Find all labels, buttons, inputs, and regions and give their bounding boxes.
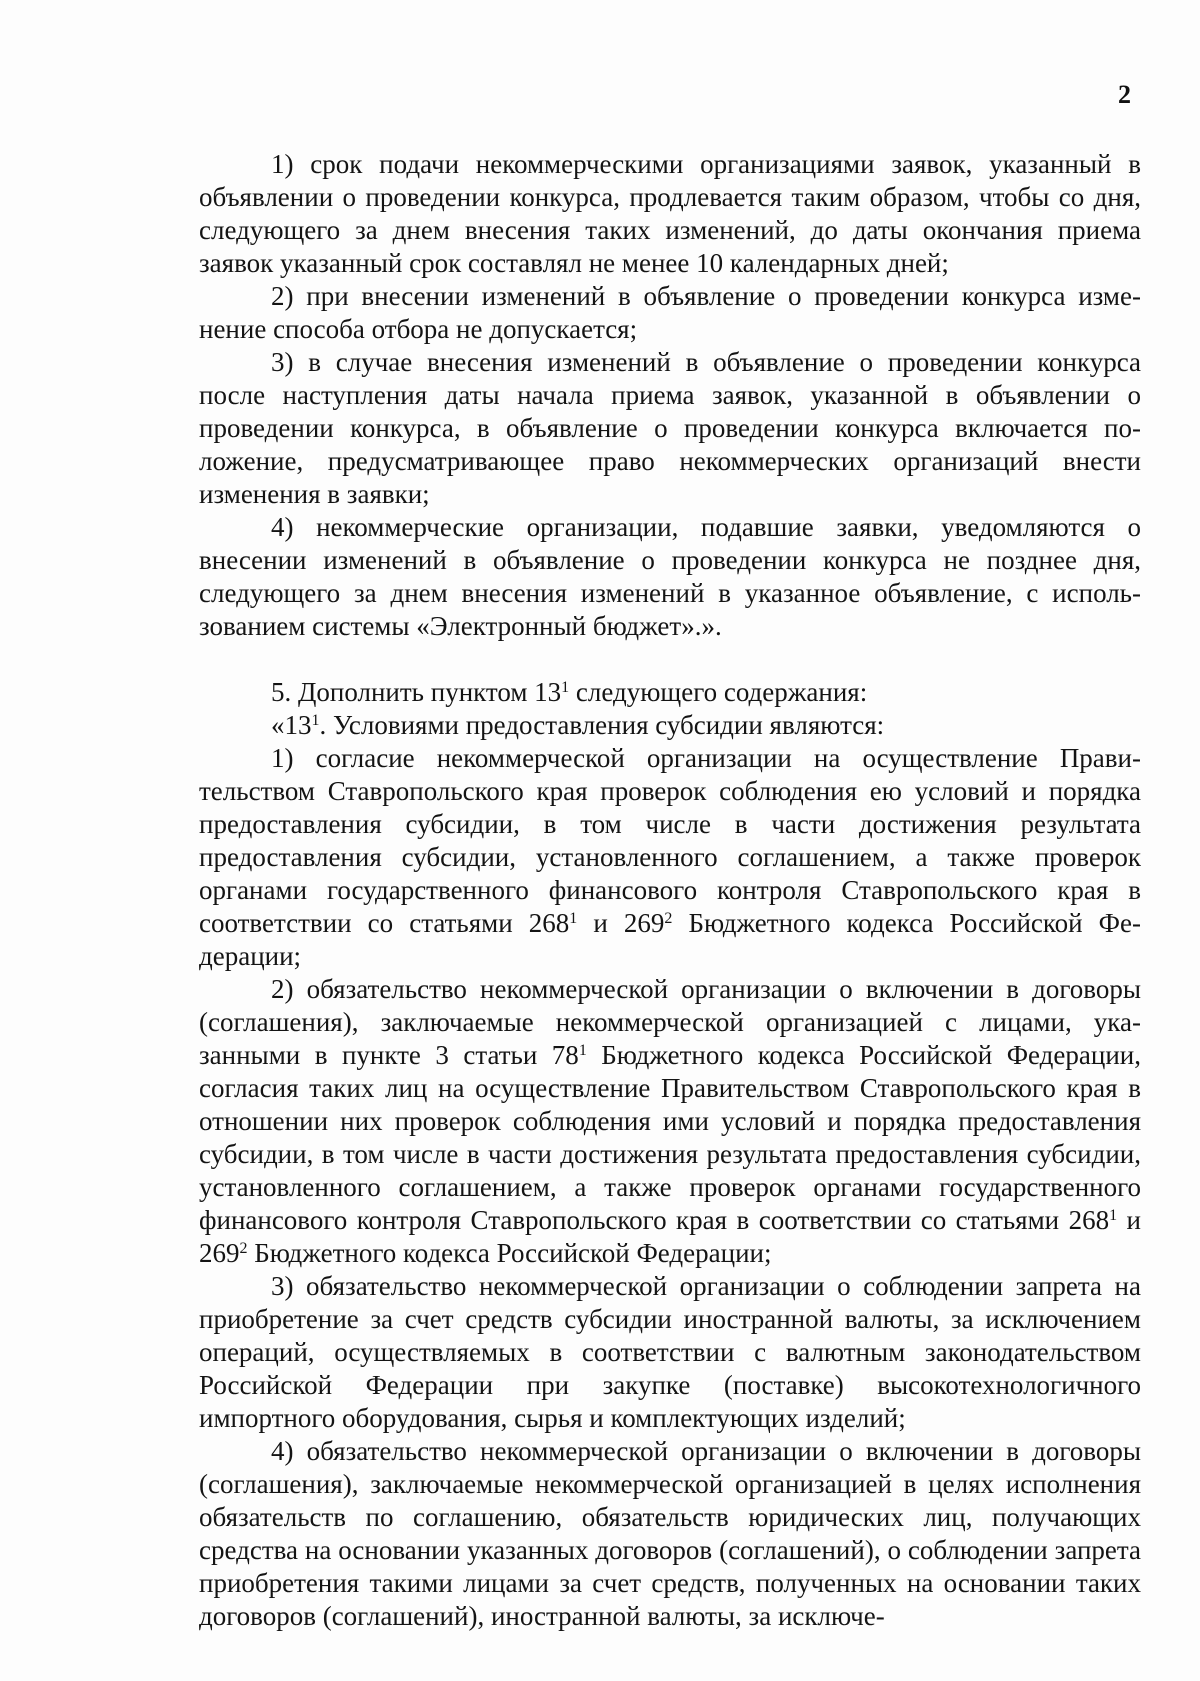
paragraph-amend-applications: 3) в случае внесения изменений в объявление о проведении конкурса после наступления даты начала приема заявок, указанной в объявлении о проведении конкурса, в объявление о проведении конкурса включается положение, предусматривающее право некоммерческих организаций внести изменения в заявки; xyxy=(199,347,1141,509)
paragraph-condition-3: 3) обязательство некоммерческой организации о соблюдении запрета на приобретение за счет средств субсидии иностранной валюты, за исключением операций, осуществляемых в соответствии с валютным законодательством Российской Федерации при закупке (поставке) высокотехнологичного импортного оборудования, сырья и комплектующих изделий; xyxy=(199,1271,1141,1433)
paragraph-condition-1: 1) согласие некоммерческой организации на осуществление Правительством Ставропольского края проверок соблюдения ею условий и порядка предоставления субсидии, в том числе в части достижения результата предоставления субсидии, установленного соглашением, а также проверок органами государственного финансового контроля Ставропольского края в соответствии со статьями $268^1$ и $269^2$ Бюджетного кодекса Российской Федерации; xyxy=(199,743,1142,971)
paragraph-deadline-extension: 1) срок подачи некоммерческими организациями заявок, указанный в объявлении о проведении конкурса, продлевается таким образом, чтобы со дня, следующего за днем внесения таких изменений, до даты окончания приема заявок указанный срок составлял не менее 10 календарных дней; xyxy=(199,149,1141,278)
paragraph-condition-4: 4) обязательство некоммерческой организации о включении в договоры (соглашения), заключаемые некоммерческой организацией в целях исполнения обязательств по соглашению, обязательств юридических лиц, получающих средства на основании указанных договоров (соглашений), о соблюдении запрета приобретения такими лицами за счет средств, полученных на основании таких договоров (соглашений), иностранной валюты, за исключе- xyxy=(199,1436,1141,1631)
paragraph-add-item: 5. Дополнить пунктом $13^1$ следующего содержания: xyxy=(271,677,868,707)
paragraph-condition-2: 2) обязательство некоммерческой организации о включении в договоры (соглашения), заключаемые некоммерческой организацией с лицами, указанными в пункте 3 статьи $78^1$ Бюджетного кодекса Российской Федерации, согласия таких лиц на осуществление Правительством Ставропольского края в отношении них проверок соблюдения ими условий и порядка предоставления субсидии, в том числе в части достижения результата предоставления субсидии, установленного соглашением, а также проверок органами государственного финансового контроля Ставропольского края в соответствии со статьями $268^1$ и $269^2$ Бюджетного кодекса Российской Федерации; xyxy=(199,974,1141,1268)
paragraph-notification: 4) некоммерческие организации, подавшие заявки, уведомляются о внесении изменений в объявление о проведении конкурса не позднее дня, следующего за днем внесения изменений в указанное объявление, с использованием системы «Электронный бюджет».». xyxy=(199,512,1141,641)
document-body xyxy=(199,148,1141,1633)
paragraph-conditions-heading: «$13^1$. Условиями предоставления субсидии являются: xyxy=(271,710,885,740)
page-number: 2 xyxy=(1118,80,1131,109)
paragraph-selection-method: 2) при внесении изменений в объявление о проведении конкурса изменение способа отбора не допускается; xyxy=(199,281,1141,344)
